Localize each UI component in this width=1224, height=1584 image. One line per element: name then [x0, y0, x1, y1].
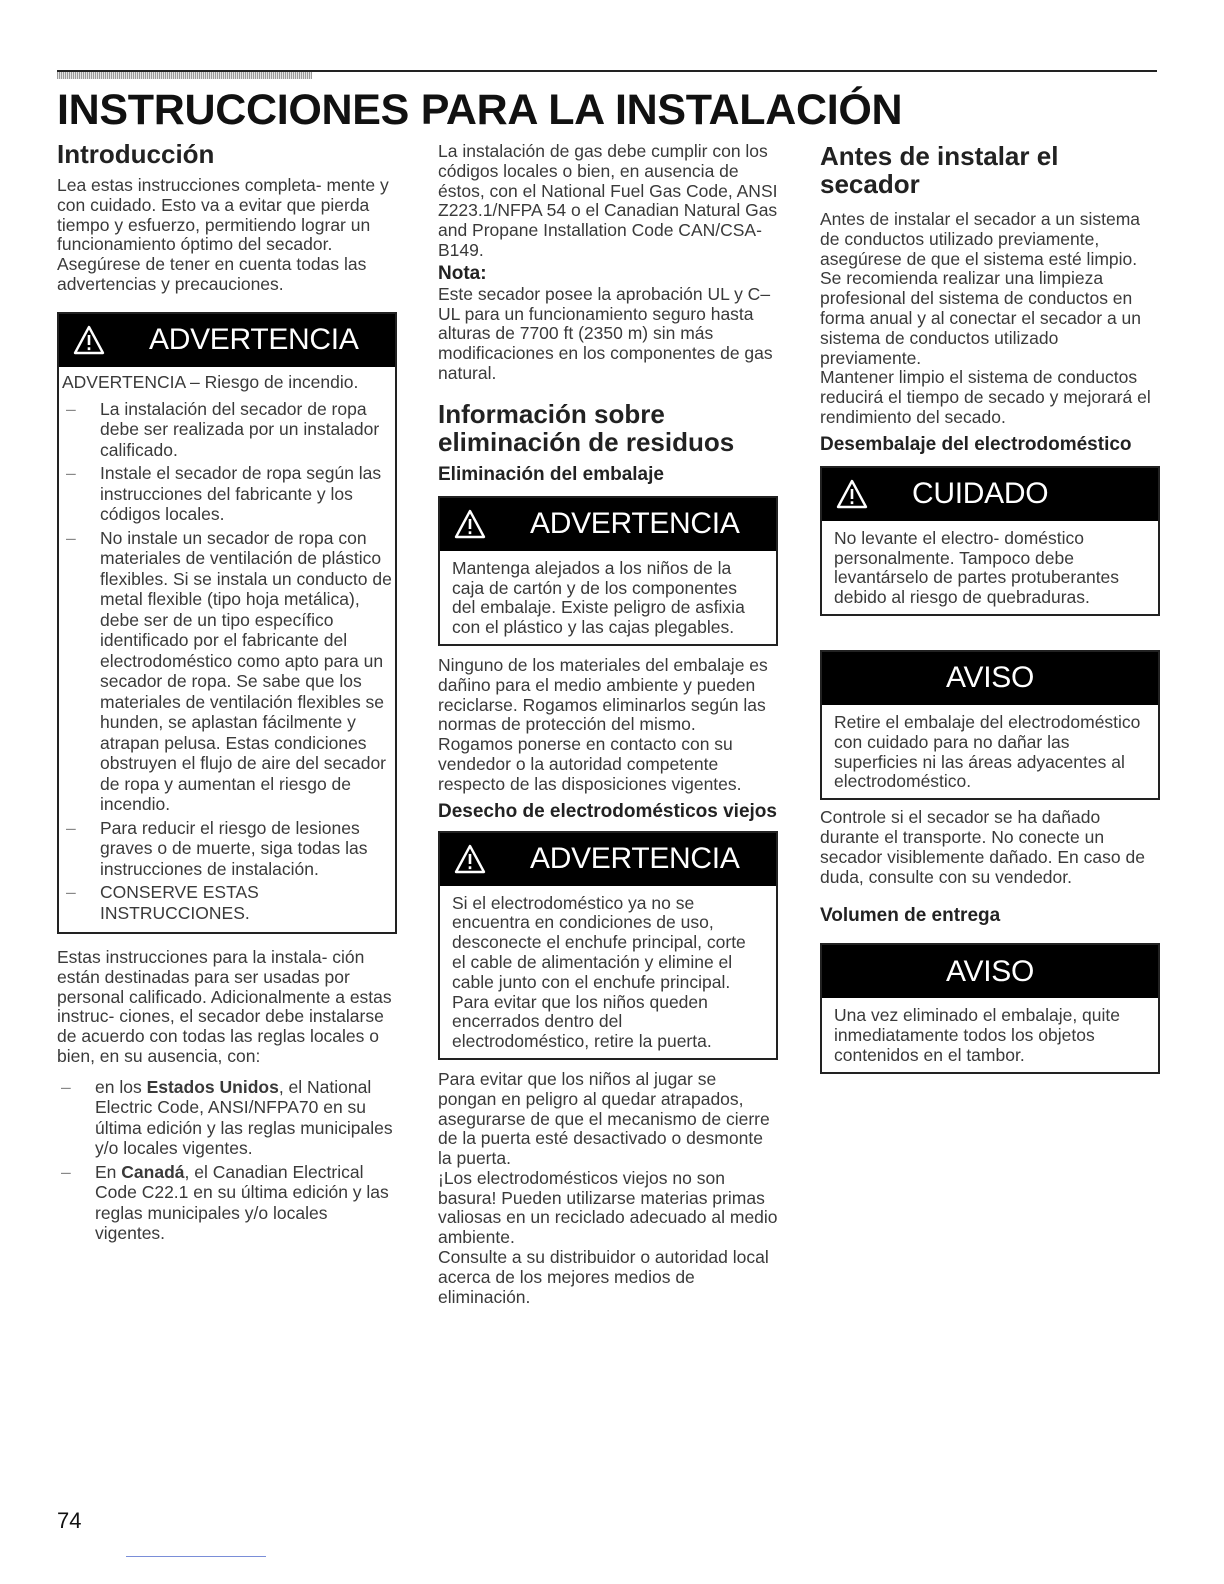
notice-box-1 [820, 650, 1160, 800]
before-text-2: Mantener limpio el sistema de conductos reducirá el tiempo de secado y mejorará el rendimiento del secado. [820, 367, 1151, 427]
before-text-1: Antes de instalar el secador a un sistema de conductos utilizado previamente, asegúrese de que el sistema esté limpio. Se recomienda realizar una limpieza profesional del sistema de conductos en forma anual y al conectar el secador a un sistema de conductos utilizado previamente. [820, 209, 1142, 368]
list-item: – CONSERVE ESTAS INSTRUCCIONES. [62, 882, 395, 923]
warning-text: Mantenga alejados a los niños de la caja de cartón y de los componentes del embalaje. Existe peligro de asfixia con el plástico y las cajas plegables. [452, 557, 745, 638]
code-list [57, 1077, 397, 1244]
warning-header [59, 314, 395, 367]
installer-text: Estas instrucciones para la instala- ción están destinadas para ser usadas por personal calificado. Adicionalmente a estas instruc- ciones, el secador debe instalarse de acuerdo con todas las reglas locales o bien, en su ausencia, con: [57, 947, 392, 1067]
warning-triangle-icon [73, 325, 105, 355]
disposal-warning-box [438, 831, 778, 1060]
notice-label: AVISO [946, 954, 1034, 988]
packaging-heading: Eliminación del embalaje [438, 463, 664, 485]
caution-label: CUIDADO [912, 477, 1049, 511]
column-1 [57, 140, 397, 1247]
notice-body [822, 998, 1158, 1071]
packaging-text-2: Rogamos ponerse en contacto con su vendedor o la autoridad competente respecto de las disposiciones vigentes. [438, 734, 742, 794]
notice-box-2 [820, 943, 1160, 1073]
notice-header [822, 945, 1158, 998]
list-item: – en los Estados Unidos, el National Electric Code, ANSI/NFPA70 en su última edición y las reglas municipales y/o locales vigentes. [57, 1077, 397, 1159]
old-text-3: Consulte a su distribuidor o autoridad local acerca de los mejores medios de eliminación. [438, 1247, 769, 1307]
fire-warning-box [57, 312, 397, 934]
old-text-2: ¡Los electrodomésticos viejos no son basura! Pueden utilizarse materias primas valiosas en un reciclado adecuado al medio ambiente. [438, 1167, 778, 1248]
waste-heading: Información sobre eliminación de residuos [438, 398, 735, 457]
delivery-heading: Volumen de entrega [820, 905, 1001, 927]
gas-text: La instalación de gas debe cumplir con los códigos locales o bien, en ausencia de éstos, con el National Fuel Gas Code, ANSI Z223.1/NFPA 54 o el Canadian Natural Gas and Propane Installation Code CAN/CSA-B149. [438, 141, 778, 260]
warning-header [440, 498, 776, 551]
header-rule [57, 70, 1157, 72]
caution-box [820, 466, 1160, 616]
list-item: – Instale el secador de ropa según las instrucciones del fabricante y los códigos locales. [62, 463, 395, 525]
warning-list [62, 399, 395, 924]
list-item: – No instale un secador de ropa con materiales de ventilación de plástico flexibles. Si se instala un conducto de metal flexible (tipo hoja metálica), debe ser de un tipo específico identificado por el fabricante del electrodoméstico como apto para un secador de ropa. Se sabe que los materiales de ventilación flexibles se hunden, se aplastan fácilmente y atrapan pelusa. Estas condiciones obstruyen el flujo de aire del secador de ropa y aumentan el riesgo de incendio. [62, 528, 395, 815]
column-3 [820, 142, 1160, 1074]
warning-body [440, 551, 776, 644]
before-install-heading: Antes de instalar el secador [820, 141, 1059, 199]
footer-rule [126, 1556, 266, 1557]
column-2 [438, 142, 778, 1307]
page-number: 74 [57, 1508, 82, 1533]
check-text: Controle si el secador se ha dañado durante el transporte. No conecte un secador visiblemente dañado. En caso de duda, consulte con su vendedor. [820, 807, 1145, 887]
notice-text: Retire el embalaje del electrodoméstico con cuidado para no dañar las superficies ni las áreas adyacentes al electrodoméstico. [834, 711, 1141, 792]
list-item: – Para reducir el riesgo de lesiones graves o de muerte, siga todas las instrucciones de instalación. [62, 818, 395, 880]
caution-body [822, 521, 1158, 614]
warning-label: ADVERTENCIA [530, 842, 740, 876]
intro-heading: Introducción [57, 139, 215, 169]
warning-text: Si el electrodoméstico ya no se encuentra en condiciones de uso, desconecte el enchufe principal, corte el cable de alimentación y elimine el cable junto con el enchufe principal. Para evitar que los niños queden encerrados dentro del electrodoméstico, retire la puerta. [452, 892, 746, 1052]
page-title: INSTRUCCIONES PARA LA INSTALACIÓN [57, 86, 903, 134]
notice-header [822, 652, 1158, 705]
intro-text: Lea estas instrucciones completa- mente y con cuidado. Esto va a evitar que pierda tiempo y esfuerzo, permitiendo lograr un funcionamiento óptimo del secador. Asegúrese de tener en cuenta todas las advertencias y precauciones. [57, 175, 389, 294]
caution-text: No levante el electro- doméstico personalmente. Tampoco debe levantárselo de partes protuberantes debido al riesgo de quebraduras. [834, 527, 1120, 608]
notice-body [822, 705, 1158, 798]
warning-label: ADVERTENCIA [530, 507, 740, 541]
warning-lead: ADVERTENCIA – Riesgo de incendio. [62, 371, 359, 392]
old-appliances-heading: Desecho de electrodomésticos viejos [438, 800, 777, 822]
packaging-warning-box [438, 496, 778, 646]
warning-triangle-icon [454, 844, 486, 874]
list-item: – La instalación del secador de ropa debe ser realizada por un instalador calificado. [62, 399, 395, 461]
notice-label: AVISO [946, 661, 1034, 695]
warning-triangle-icon [836, 479, 868, 509]
warning-body [59, 367, 395, 932]
nota-text: Este secador posee la aprobación UL y C–UL para un funcionamiento seguro hasta alturas de 7700 ft (2350 m) sin más modificaciones en los componentes de gas natural. [438, 283, 773, 383]
old-text-1: Para evitar que los niños al jugar se pongan en peligro al quedar atrapados, asegurarse de que el mecanismo de cierre de la puerta esté desactivado o desmonte la puerta. [438, 1068, 770, 1169]
warning-triangle-icon [454, 509, 486, 539]
packaging-text-1: Ninguno de los materiales del embalaje es dañino para el medio ambiente y pueden reciclarse. Rogamos eliminarlos según las normas de protección del mismo. [438, 654, 768, 735]
unpack-heading: Desembalaje del electrodoméstico [820, 433, 1132, 455]
notice-text: Una vez eliminado el embalaje, quite inmediatamente todos los objetos contenidos en el tambor. [834, 1005, 1120, 1065]
warning-label: ADVERTENCIA [149, 323, 359, 357]
warning-body [440, 886, 776, 1058]
caution-header [822, 468, 1158, 521]
nota-label: Nota: [438, 262, 487, 284]
list-item: – En Canadá, el Canadian Electrical Code C22.1 en su última edición y las reglas municipales y/o locales vigentes. [57, 1162, 397, 1244]
warning-header [440, 833, 776, 886]
